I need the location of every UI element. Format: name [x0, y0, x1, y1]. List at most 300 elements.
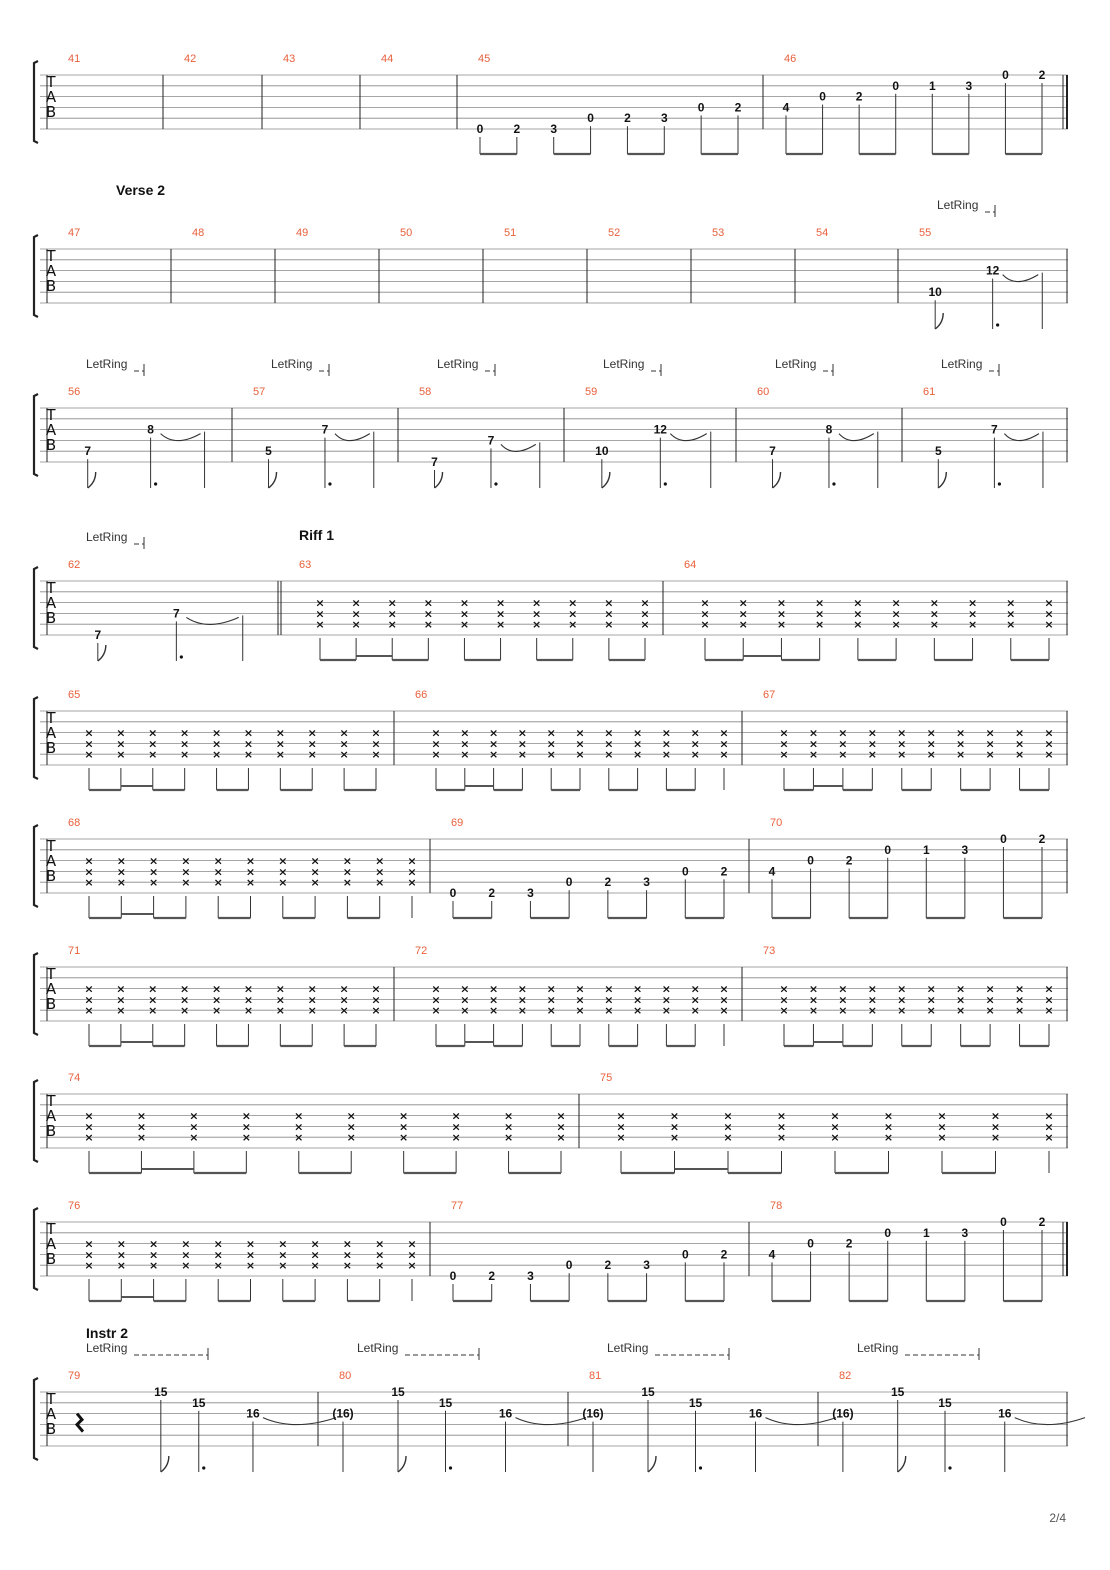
- tab-clef-letter: B: [45, 1122, 57, 1140]
- measure-number: 79: [68, 1370, 81, 1382]
- muted-note: ×: [640, 596, 650, 610]
- muted-note: ×: [371, 993, 381, 1007]
- muted-note: ×: [990, 1131, 1001, 1145]
- muted-note: ×: [883, 1120, 894, 1134]
- muted-note: ×: [779, 737, 789, 751]
- muted-note: ×: [815, 596, 825, 610]
- muted-note: ×: [399, 1109, 409, 1123]
- tab-clef-letter: T: [46, 73, 56, 91]
- muted-note: ×: [956, 982, 966, 996]
- fret-number: 7: [487, 433, 495, 448]
- muted-note: ×: [779, 993, 789, 1007]
- muted-note: ×: [181, 1237, 191, 1251]
- muted-note: ×: [84, 1120, 94, 1134]
- muted-note: ×: [310, 1259, 320, 1273]
- muted-note: ×: [990, 1120, 1001, 1134]
- muted-note: ×: [84, 726, 94, 740]
- muted-note: ×: [632, 737, 643, 751]
- muted-note: ×: [867, 982, 877, 996]
- eighth-flag: [935, 313, 943, 329]
- muted-note: ×: [407, 876, 417, 890]
- muted-note: ×: [1044, 1109, 1054, 1123]
- muted-note: ×: [738, 607, 748, 621]
- dotted-note: [328, 482, 331, 485]
- muted-note: ×: [278, 854, 288, 868]
- tab-clef-letter: B: [45, 609, 57, 627]
- muted-note: ×: [719, 1004, 729, 1018]
- muted-note: ×: [926, 1004, 936, 1018]
- fret-number: 8: [825, 422, 833, 437]
- tab-clef-letter: B: [45, 1420, 57, 1438]
- tab-clef-letter: B: [45, 995, 57, 1013]
- fret-number: 5: [265, 444, 272, 459]
- muted-note: ×: [180, 748, 190, 762]
- tie-arc: [839, 434, 874, 441]
- quarter-rest: [77, 1414, 83, 1432]
- muted-note: ×: [488, 993, 499, 1007]
- muted-note: ×: [1006, 607, 1016, 621]
- measure-number: 73: [763, 945, 776, 957]
- muted-note: ×: [423, 607, 433, 621]
- muted-note: ×: [243, 982, 254, 996]
- muted-note: ×: [375, 865, 385, 879]
- muted-note: ×: [632, 748, 643, 762]
- measure-number: 43: [283, 53, 296, 65]
- muted-note: ×: [604, 737, 614, 751]
- muted-note: ×: [148, 1248, 159, 1262]
- muted-note: ×: [604, 618, 614, 632]
- tie-arc: [186, 617, 238, 624]
- fret-number: 4: [768, 864, 776, 879]
- dotted-note: [699, 1466, 702, 1469]
- tab-clef-letter: A: [45, 1107, 57, 1125]
- tie-arc: [335, 434, 370, 441]
- muted-note: ×: [604, 993, 614, 1007]
- eighth-flag: [88, 472, 96, 488]
- muted-note: ×: [407, 865, 417, 879]
- fret-number: 0: [697, 100, 705, 115]
- muted-note: ×: [661, 737, 672, 751]
- muted-note: ×: [371, 982, 381, 996]
- muted-note: ×: [700, 618, 710, 632]
- muted-note: ×: [1014, 1004, 1025, 1018]
- muted-note: ×: [808, 1004, 819, 1018]
- muted-note: ×: [116, 865, 126, 879]
- fret-number: 2: [1038, 832, 1046, 846]
- muted-note: ×: [1006, 596, 1016, 610]
- muted-note: ×: [1044, 596, 1054, 610]
- muted-note: ×: [891, 596, 901, 610]
- muted-note: ×: [294, 1131, 304, 1145]
- fret-number: 0: [449, 886, 457, 900]
- system-bracket: [34, 697, 38, 779]
- muted-note: ×: [1044, 1004, 1054, 1018]
- muted-note: ×: [84, 854, 94, 868]
- muted-note: ×: [985, 982, 995, 996]
- muted-note: ×: [84, 876, 94, 890]
- let-ring-label: LetRing: [941, 357, 983, 371]
- muted-note: ×: [310, 876, 320, 890]
- muted-note: ×: [245, 854, 256, 868]
- muted-note: ×: [937, 1109, 947, 1123]
- muted-note: ×: [460, 982, 470, 996]
- muted-note: ×: [351, 596, 361, 610]
- muted-note: ×: [136, 1120, 147, 1134]
- fret-number: 16: [246, 1406, 260, 1421]
- muted-note: ×: [1044, 607, 1054, 621]
- muted-note: ×: [830, 1109, 840, 1123]
- measure-number: 77: [451, 1200, 464, 1212]
- muted-note: ×: [1044, 748, 1054, 762]
- muted-note: ×: [278, 1259, 288, 1273]
- muted-note: ×: [517, 737, 528, 751]
- muted-note: ×: [604, 748, 614, 762]
- tie-arc: [766, 1418, 837, 1425]
- muted-note: ×: [307, 748, 317, 762]
- muted-note: ×: [897, 737, 907, 751]
- muted-note: ×: [897, 982, 907, 996]
- fret-number: 3: [550, 122, 558, 136]
- muted-note: ×: [546, 737, 556, 751]
- tie-arc: [1004, 434, 1039, 441]
- muted-note: ×: [632, 726, 643, 740]
- muted-note: ×: [779, 748, 789, 762]
- muted-note: ×: [241, 1109, 251, 1123]
- muted-note: ×: [640, 607, 650, 621]
- muted-note: ×: [867, 748, 877, 762]
- muted-note: ×: [1044, 726, 1054, 740]
- tab-clef-letter: T: [46, 1092, 56, 1110]
- measure-number: 70: [770, 817, 783, 829]
- let-ring-label: LetRing: [937, 198, 979, 212]
- muted-note: ×: [838, 1004, 848, 1018]
- measure-number: 65: [68, 689, 81, 701]
- muted-note: ×: [719, 993, 729, 1007]
- muted-note: ×: [575, 748, 585, 762]
- muted-note: ×: [532, 618, 542, 632]
- muted-note: ×: [148, 726, 158, 740]
- muted-note: ×: [532, 596, 542, 610]
- tab-clef-letter: A: [45, 421, 57, 439]
- muted-note: ×: [275, 726, 285, 740]
- measure-number: 68: [68, 817, 81, 829]
- measure-number: 53: [712, 227, 725, 239]
- muted-note: ×: [148, 1004, 158, 1018]
- muted-note: ×: [116, 1248, 126, 1262]
- muted-note: ×: [575, 993, 585, 1007]
- muted-note: ×: [1014, 737, 1025, 751]
- muted-note: ×: [460, 993, 470, 1007]
- muted-note: ×: [148, 854, 159, 868]
- system-bracket: [34, 394, 38, 476]
- muted-note: ×: [399, 1131, 409, 1145]
- muted-note: ×: [407, 1248, 417, 1262]
- muted-note: ×: [310, 1237, 320, 1251]
- fret-number: 15: [641, 1385, 655, 1399]
- muted-note: ×: [503, 1120, 514, 1134]
- muted-note: ×: [956, 737, 966, 751]
- muted-note: ×: [339, 1004, 349, 1018]
- muted-note: ×: [985, 1004, 995, 1018]
- muted-note: ×: [294, 1120, 304, 1134]
- tab-clef-letter: T: [46, 709, 56, 727]
- muted-note: ×: [375, 1237, 385, 1251]
- measure-number: 57: [253, 386, 266, 398]
- muted-note: ×: [339, 993, 349, 1007]
- dotted-note: [996, 323, 999, 326]
- dotted-note: [664, 482, 667, 485]
- muted-note: ×: [808, 982, 819, 996]
- muted-note: ×: [371, 726, 381, 740]
- muted-note: ×: [431, 726, 441, 740]
- muted-note: ×: [459, 607, 470, 621]
- muted-note: ×: [1044, 1131, 1054, 1145]
- muted-note: ×: [116, 993, 126, 1007]
- muted-note: ×: [431, 737, 441, 751]
- muted-note: ×: [180, 726, 190, 740]
- eighth-flag: [773, 472, 781, 488]
- muted-note: ×: [407, 1259, 417, 1273]
- system-bracket: [34, 567, 38, 649]
- muted-note: ×: [243, 993, 254, 1007]
- muted-note: ×: [342, 865, 353, 879]
- muted-note: ×: [460, 726, 470, 740]
- muted-note: ×: [575, 726, 585, 740]
- muted-note: ×: [604, 1004, 614, 1018]
- muted-note: ×: [84, 1259, 94, 1273]
- muted-note: ×: [243, 748, 254, 762]
- muted-note: ×: [616, 1131, 626, 1145]
- muted-note: ×: [568, 618, 578, 632]
- muted-note: ×: [815, 607, 825, 621]
- muted-note: ×: [632, 982, 643, 996]
- muted-note: ×: [241, 1120, 251, 1134]
- muted-note: ×: [84, 865, 94, 879]
- muted-note: ×: [985, 726, 995, 740]
- muted-note: ×: [278, 876, 288, 890]
- muted-note: ×: [136, 1131, 147, 1145]
- muted-note: ×: [315, 596, 325, 610]
- muted-note: ×: [213, 854, 223, 868]
- muted-note: ×: [575, 737, 585, 751]
- muted-note: ×: [1006, 618, 1016, 632]
- muted-note: ×: [189, 1131, 199, 1145]
- eighth-flag: [98, 645, 106, 661]
- muted-note: ×: [375, 1259, 385, 1273]
- muted-note: ×: [669, 1131, 680, 1145]
- muted-note: ×: [310, 854, 320, 868]
- muted-note: ×: [517, 1004, 528, 1018]
- eighth-flag: [602, 472, 610, 488]
- measure-number: 44: [381, 53, 394, 65]
- let-ring-label: LetRing: [857, 1341, 899, 1355]
- fret-number: 2: [855, 89, 863, 104]
- measure-number: 81: [589, 1370, 602, 1382]
- muted-note: ×: [517, 748, 528, 762]
- system-bracket: [34, 61, 38, 143]
- fret-number: 1: [928, 78, 936, 93]
- fret-number: 7: [991, 422, 998, 437]
- muted-note: ×: [723, 1131, 733, 1145]
- measure-number: 64: [684, 559, 697, 571]
- fret-number: 7: [769, 444, 776, 459]
- muted-note: ×: [661, 748, 672, 762]
- muted-note: ×: [700, 596, 710, 610]
- muted-note: ×: [546, 726, 556, 740]
- let-ring-label: LetRing: [775, 357, 817, 371]
- page-number: 2/4: [1049, 1511, 1066, 1525]
- measure-number: 56: [68, 386, 81, 398]
- muted-note: ×: [779, 982, 789, 996]
- measure-number: 76: [68, 1200, 81, 1212]
- fret-number: 3: [660, 111, 668, 126]
- muted-note: ×: [616, 1120, 626, 1134]
- muted-note: ×: [307, 1004, 317, 1018]
- muted-note: ×: [719, 982, 729, 996]
- muted-note: ×: [211, 1004, 222, 1018]
- muted-note: ×: [808, 993, 819, 1007]
- muted-note: ×: [387, 596, 397, 610]
- muted-note: ×: [451, 1109, 461, 1123]
- muted-note: ×: [180, 982, 190, 996]
- muted-note: ×: [342, 1237, 353, 1251]
- muted-note: ×: [719, 737, 729, 751]
- muted-note: ×: [339, 737, 349, 751]
- tab-clef-letter: T: [46, 1220, 56, 1238]
- muted-note: ×: [556, 1109, 566, 1123]
- muted-note: ×: [517, 726, 528, 740]
- muted-note: ×: [315, 607, 325, 621]
- measure-number: 69: [451, 817, 464, 829]
- tab-clef-letter: B: [45, 867, 57, 885]
- measure-number: 72: [415, 945, 428, 957]
- tab-clef-letter: T: [46, 247, 56, 265]
- muted-note: ×: [243, 737, 254, 751]
- let-ring-label: LetRing: [607, 1341, 649, 1355]
- muted-note: ×: [488, 726, 499, 740]
- muted-note: ×: [897, 993, 907, 1007]
- fret-number: 2: [624, 111, 631, 126]
- tab-clef-letter: T: [46, 965, 56, 983]
- fret-number: 0: [449, 1269, 457, 1283]
- muted-note: ×: [211, 737, 222, 751]
- muted-note: ×: [387, 618, 397, 632]
- muted-note: ×: [495, 607, 506, 621]
- muted-note: ×: [116, 1237, 126, 1251]
- fret-number: 1: [922, 1225, 930, 1240]
- muted-note: ×: [779, 726, 789, 740]
- fret-number: 15: [154, 1385, 168, 1399]
- fret-number: 2: [845, 853, 853, 868]
- fret-number: 0: [807, 1236, 814, 1251]
- system-bracket: [34, 1378, 38, 1460]
- muted-note: ×: [211, 982, 222, 996]
- fret-number: 2: [488, 886, 496, 900]
- muted-note: ×: [431, 748, 441, 762]
- fret-number: 7: [321, 422, 329, 437]
- muted-note: ×: [990, 1109, 1001, 1123]
- tab-clef-letter: A: [45, 852, 57, 870]
- muted-note: ×: [346, 1120, 356, 1134]
- muted-note: ×: [1044, 1120, 1054, 1134]
- muted-note: ×: [148, 993, 158, 1007]
- muted-note: ×: [451, 1120, 461, 1134]
- tab-clef-letter: A: [45, 262, 57, 280]
- muted-note: ×: [568, 596, 578, 610]
- muted-note: ×: [815, 618, 825, 632]
- muted-note: ×: [148, 865, 159, 879]
- let-ring-label: LetRing: [271, 357, 313, 371]
- tie-arc: [501, 444, 536, 451]
- muted-note: ×: [459, 618, 470, 632]
- muted-note: ×: [897, 1004, 907, 1018]
- muted-note: ×: [929, 607, 939, 621]
- muted-note: ×: [245, 865, 256, 879]
- muted-note: ×: [556, 1131, 566, 1145]
- muted-note: ×: [84, 982, 94, 996]
- muted-note: ×: [189, 1109, 199, 1123]
- muted-note: ×: [213, 1259, 223, 1273]
- muted-note: ×: [180, 993, 190, 1007]
- muted-note: ×: [838, 737, 848, 751]
- muted-note: ×: [245, 1237, 256, 1251]
- fret-number: 0: [476, 122, 484, 136]
- muted-note: ×: [375, 1248, 385, 1262]
- muted-note: ×: [690, 748, 700, 762]
- muted-note: ×: [84, 1248, 94, 1262]
- muted-note: ×: [897, 726, 907, 740]
- muted-note: ×: [956, 748, 966, 762]
- muted-note: ×: [838, 982, 848, 996]
- muted-note: ×: [669, 1109, 680, 1123]
- fret-number: 0: [565, 1258, 573, 1273]
- fret-number: 10: [928, 285, 942, 300]
- muted-note: ×: [342, 876, 353, 890]
- muted-note: ×: [245, 876, 256, 890]
- eighth-flag: [435, 472, 443, 488]
- system-bracket: [34, 825, 38, 907]
- fret-number: 15: [891, 1385, 905, 1399]
- muted-note: ×: [690, 1004, 700, 1018]
- fret-number: 2: [604, 875, 612, 890]
- muted-note: ×: [407, 854, 417, 868]
- muted-note: ×: [84, 1131, 94, 1145]
- dotted-note: [832, 482, 835, 485]
- muted-note: ×: [243, 726, 254, 740]
- muted-note: ×: [838, 993, 848, 1007]
- fret-number: 16: [498, 1406, 513, 1421]
- muted-note: ×: [867, 726, 877, 740]
- dotted-note: [449, 1466, 452, 1469]
- muted-note: ×: [342, 854, 353, 868]
- muted-note: ×: [926, 993, 936, 1007]
- fret-number: 3: [527, 886, 534, 900]
- muted-note: ×: [604, 607, 614, 621]
- muted-note: ×: [929, 618, 939, 632]
- fret-number: 15: [938, 1395, 952, 1410]
- muted-note: ×: [690, 726, 700, 740]
- tab-clef-letter: A: [45, 88, 57, 106]
- muted-note: ×: [808, 737, 819, 751]
- muted-note: ×: [181, 1259, 191, 1273]
- muted-note: ×: [275, 982, 285, 996]
- let-ring-label: LetRing: [603, 357, 645, 371]
- muted-note: ×: [451, 1131, 461, 1145]
- measure-number: 74: [68, 1072, 81, 1084]
- muted-note: ×: [546, 748, 556, 762]
- system-bracket: [34, 1080, 38, 1162]
- muted-note: ×: [776, 1131, 787, 1145]
